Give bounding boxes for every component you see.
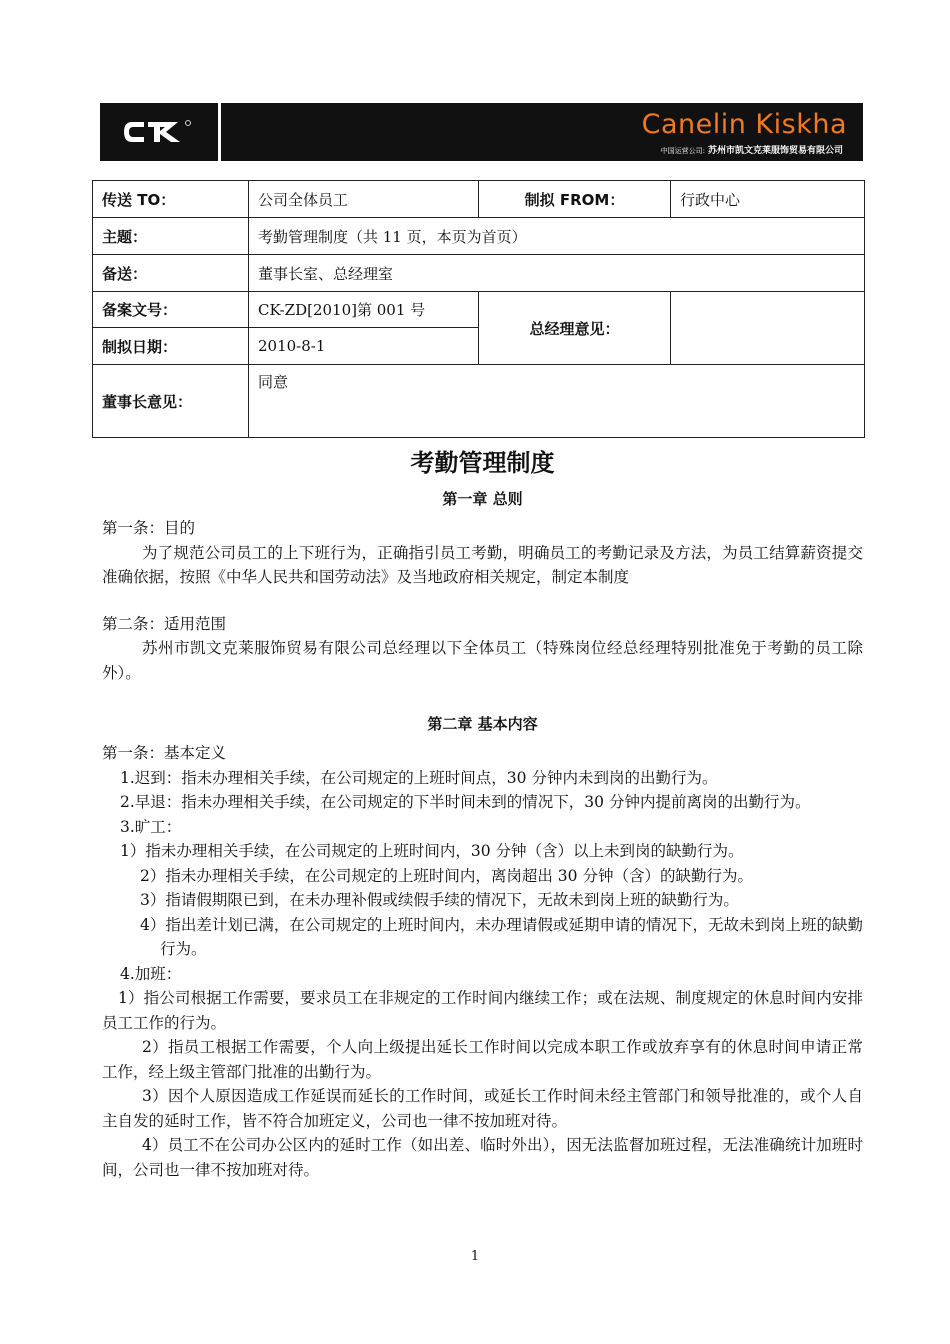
definitions-title: 第一条：基本定义 [102,744,227,762]
from-value: 行政中心 [671,181,865,218]
chairman-opinion-label: 董事长意见： [93,365,249,438]
absence-item-3: 3）指请假期限已到，在未办理补假或续假手续的情况下，无故未到岗上班的缺勤行为。 [140,891,739,909]
brand-name: Canelin Kiskha [641,109,847,140]
brand-sub-lead: 中国运营公司: [660,147,705,155]
article-1-title: 第一条：目的 [102,519,196,537]
brand-sub-company: 苏州市凯文克莱服饰贸易有限公司 [707,146,843,156]
docno-value: CK-ZD[2010]第 001 号 [249,292,479,328]
chairman-opinion-value: 同意 [249,365,865,438]
absence-item-2: 2）指未办理相关手续，在公司规定的上班时间内，离岗超出 30 分钟（含）的缺勤行为。 [140,866,753,885]
gm-opinion-value [671,292,865,365]
overtime-item-1: 1）指公司根据工作需要，要求员工在非规定的工作时间内继续工作；或在法规、制度规定的休息时间内安排员工工作的行为。 [102,989,863,1032]
article-1-body: 为了规范公司员工的上下班行为，正确指引员工考勤，明确员工的考勤记录及方法，为员工结算薪资提交准确依据，按照《中华人民共和国劳动法》及当地政府相关规定，制定本制度 [102,543,863,586]
definition-late: 1.迟到：指未办理相关手续，在公司规定的上班时间点，30 分钟内未到岗的出勤行为。 [120,768,718,787]
docno-label: 备案文号： [93,292,249,328]
date-label: 制拟日期： [93,328,249,365]
article-2-title: 第二条：适用范围 [102,614,227,633]
absence-item-1: 1）指未办理相关手续，在公司规定的上班时间内，30 分钟（含）以上未到岗的缺勤行为。 [120,842,744,860]
cc-value: 董事长室、总经理室 [249,255,865,292]
date-value: 2010-8-1 [249,328,479,365]
definition-early-leave: 2.早退：指未办理相关手续，在公司规定的下半时间未到的情况下，30 分钟内提前离岗的出勤行为。 [120,793,811,811]
overtime-item-4: 4）员工不在公司办公区内的延时工作（如出差、临时外出），因无法监督加班过程，无法准确统计加班时间，公司也一律不按加班对待。 [102,1136,863,1179]
gm-opinion-label: 总经理意见： [479,292,671,365]
page-number: 1 [470,1249,480,1264]
absence-item-4: 4）指出差计划已满，在公司规定的上班时间内，未办理请假或延期申请的情况下，无故未到岗上班的缺勤行为。 [140,915,863,958]
to-label: 传送 TO： [93,181,249,218]
subject-value: 考勤管理制度（共 11 页，本页为首页） [249,218,865,255]
brand-subtitle [661,143,843,156]
company-logo [100,103,218,161]
chapter-1-heading: 第一章 总则 [442,490,523,508]
from-label: 制拟 FROM： [479,181,671,218]
ck-logo-icon [122,118,196,146]
definition-overtime: 4.加班： [120,964,182,983]
document-body [102,444,863,1182]
to-value: 公司全体员工 [249,181,479,218]
subject-label: 主题： [93,218,249,255]
definition-absence: 3.旷工： [120,817,182,836]
banner-divider [218,103,221,161]
header-banner [100,103,863,161]
cc-label: 备送： [93,255,249,292]
article-2-body: 苏州市凯文克莱服饰贸易有限公司总经理以下全体员工（特殊岗位经总经理特别批准免于考勤的员工除外）。 [102,639,863,682]
chapter-2-heading: 第二章 基本内容 [427,715,538,733]
document-title: 考勤管理制度 [410,449,555,477]
overtime-item-3: 3）因个人原因造成工作延误而延长的工作时间，或延长工作时间未经主管部门和领导批准的，或个人自主自发的延时工作，皆不符合加班定义，公司也一律不按加班对待。 [102,1087,863,1130]
overtime-item-2: 2）指员工根据工作需要，个人向上级提出延长工作时间以完成本职工作或放弃享有的休息时间申请正常工作，经上级主管部门批准的出勤行为。 [102,1038,863,1081]
memo-header-table [92,180,865,438]
